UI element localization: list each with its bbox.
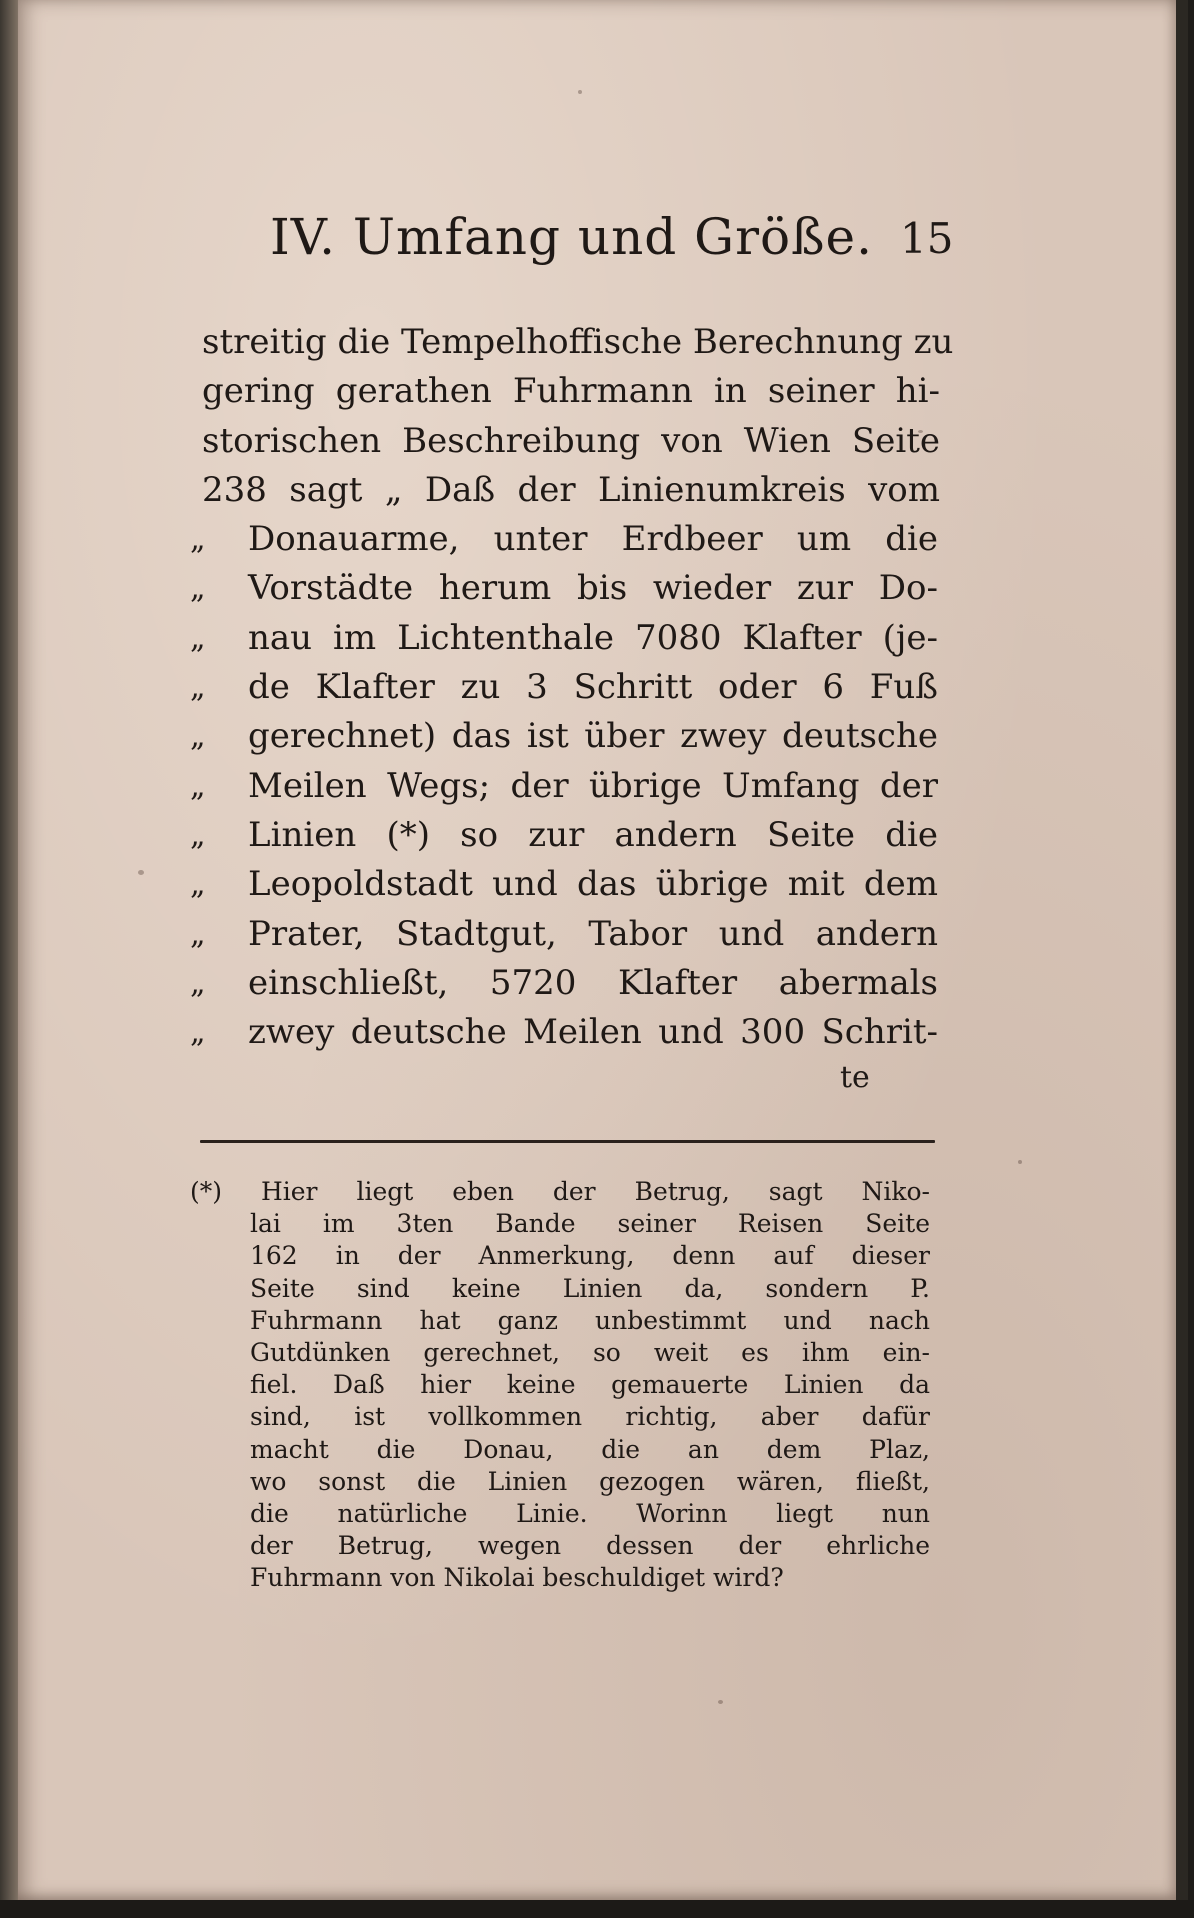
footnote-line-text: Fuhrmann von Nikolai beschuldiget wird? [250,1563,784,1593]
paper-speck [1018,1160,1022,1164]
quotation-mark: „ [190,522,206,558]
footnote-line [190,1305,930,1337]
footnote-line-text: der Betrug, wegen dessen der ehrliche [250,1531,930,1561]
footnote-line [190,1530,930,1562]
paper-speck [578,90,582,94]
body-line-text: de Klafter zu 3 Schritt oder 6 Fuß [248,667,938,708]
body-line-text: Donauarme, unter Erdbeer um die [248,519,938,560]
page-number: 15 [900,214,954,263]
footnote-line-text: 162 in der Anmerkung, denn auf dieser [250,1241,930,1271]
body-line [190,811,950,860]
quotation-mark: „ [190,670,206,706]
footnote-line-text: Fuhrmann hat ganz unbestimmt und nach [250,1305,930,1335]
body-line [190,367,950,416]
footnote-line-text: die natürliche Linie. Worinn liegt nun [250,1498,930,1528]
body-line [190,1008,950,1057]
body-line [190,417,950,466]
body-line [190,663,950,712]
footnote-rule [200,1140,935,1143]
body-line [190,466,950,515]
footnote-line-text: (*) Hier liegt eben der Betrug, sagt Niko- [190,1177,930,1206]
paper-speck [138,870,144,875]
body-line-text: streitig die Tempelhoffische Berechnung zu [202,322,954,362]
paper-speck [718,1700,723,1704]
body-line [190,318,954,367]
body-line-text: einschließt, 5720 Klafter abermals [248,962,938,1003]
quotation-mark: „ [190,916,206,952]
footnote-line [190,1240,930,1272]
footnote-block [190,1176,930,1594]
body-line [190,614,950,663]
scan-edge-right [1188,0,1194,1918]
footnote-line-text: macht die Donau, die an dem Plaz, [250,1434,930,1464]
body-text-block [190,318,954,1057]
body-line [190,910,950,959]
footnote-line-text: fiel. Daß hier keine gemauerte Linien da [250,1370,930,1400]
running-head: IV. Umfang und Größe. [270,208,874,266]
body-line [190,515,950,564]
footnote-line-text: lai im 3ten Bande seiner Reisen Seite [250,1209,930,1239]
footnote-line [190,1434,930,1466]
body-line [190,860,950,909]
quotation-mark: „ [190,867,206,903]
body-line-text: Vorstädte herum bis wieder zur Do- [248,568,938,609]
footnote-line [190,1208,930,1240]
quotation-mark: „ [190,768,206,804]
quotation-mark: „ [190,719,206,755]
footnote-line [190,1498,930,1530]
quotation-mark: „ [190,1015,206,1051]
body-line-text: Meilen Wegs; der übrige Umfang der [248,765,938,806]
quotation-mark: „ [190,571,206,607]
footnote-line-text: Gutdünken gerechnet, so weit es ihm ein- [250,1337,930,1367]
page-header [250,208,954,278]
body-line-text: zwey deutsche Meilen und 300 Schrit- [248,1012,938,1053]
body-line-text: gering gerathen Fuhrmann in seiner hi- [202,371,940,412]
body-line [190,959,950,1008]
quotation-mark: „ [190,965,206,1001]
scan-edge-bottom [0,1900,1194,1918]
footnote-line [190,1337,930,1369]
quotation-mark: „ [190,620,206,656]
footnote-line [190,1176,930,1208]
body-line-text: nau im Lichtenthale 7080 Klafter (je- [248,617,938,658]
footnote-line-text: sind, ist vollkommen richtig, aber dafür [250,1402,930,1432]
body-line [190,762,950,811]
body-line-text: gerechnet) das ist über zwey deutsche [248,716,938,757]
footnote-line [190,1401,930,1433]
footnote-line-text: Seite sind keine Linien da, sondern P. [250,1273,930,1303]
body-line [190,564,950,613]
footnote-line [190,1369,930,1401]
quotation-mark: „ [190,817,206,853]
body-line-text: Prater, Stadtgut, Tabor und andern [248,913,938,954]
footnote-line [190,1562,930,1594]
body-line-text: 238 sagt „ Daß der Linienumkreis vom [202,469,940,510]
catchword: te [840,1060,870,1095]
body-line-text: Leopoldstadt und das übrige mit dem [248,864,938,905]
footnote-line [190,1466,930,1498]
body-line-text: storischen Beschreibung von Wien Seite [202,420,940,461]
body-line [190,712,950,761]
body-line-text: Linien (*) so zur andern Seite die [248,814,938,855]
footnote-line-text: wo sonst die Linien gezogen wären, fließt, [250,1466,930,1496]
footnote-line [190,1273,930,1305]
